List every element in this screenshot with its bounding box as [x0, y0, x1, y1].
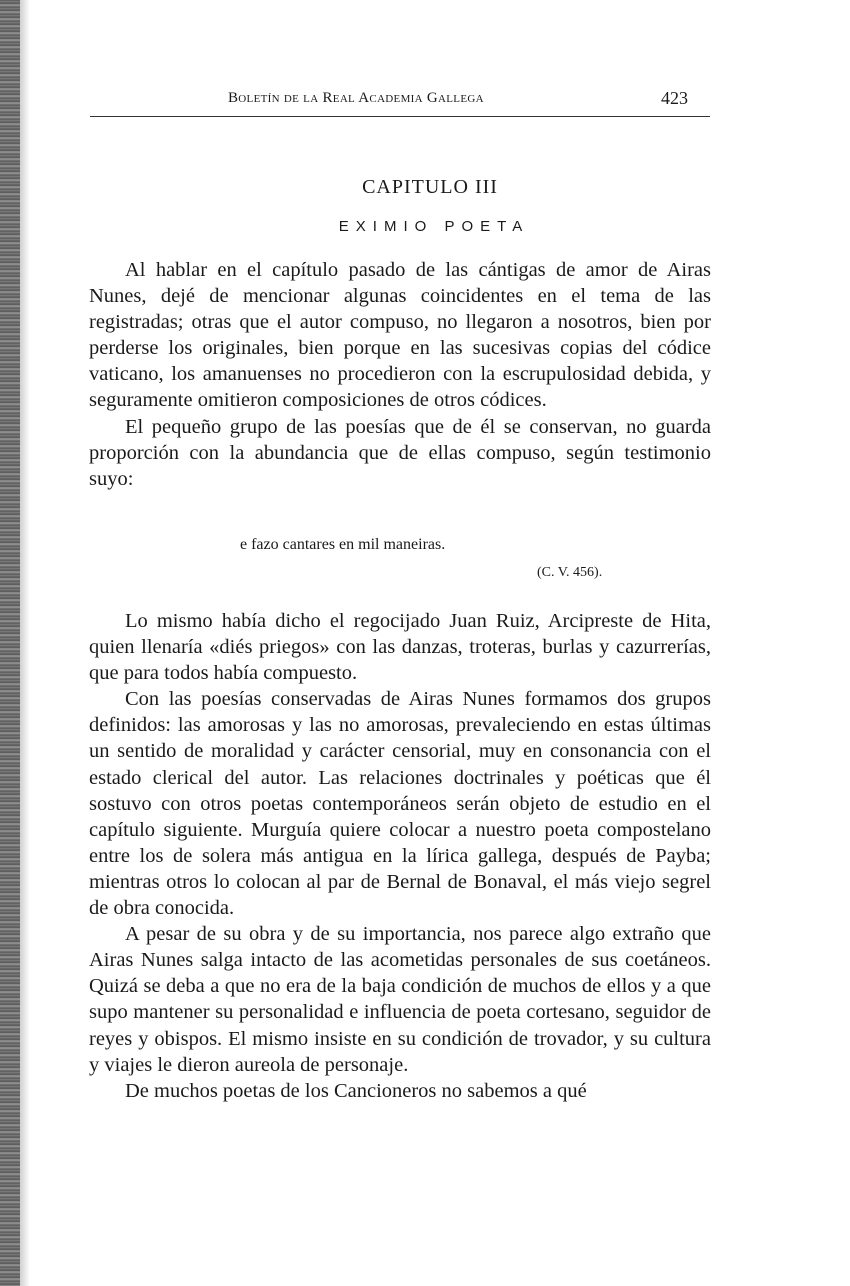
verse-quotation: e fazo cantares en mil maneiras.: [240, 536, 446, 553]
body-text-before-quote: [89, 257, 711, 492]
paragraph: El pequeño grupo de las poesías que de él se conservan, no guarda proporción con la abundancia que de ellas compuso, según testimonio suyo:: [89, 415, 711, 490]
running-header: [90, 88, 710, 117]
paragraph: Con las poesías conservadas de Airas Nunes formamos dos grupos definidos: las amorosas y las no amorosas, prevaleciendo en estas últimas un sentido de moralidad y carácter censorial, muy en consonancia con el estado clerical del autor. Las relaciones doctrinales y poéticas que él sostuvo con otros poetas contemporáneos serán objeto de estudio en el capítulo siguiente. Murguía quiere colocar a nuestro poeta compostelano entre los de solera más antigua en la lírica gallega, después de Payba; mientras otros lo colocan al par de Bernal de Bonaval, el más viejo segrel de obra conocida.: [89, 688, 711, 920]
paragraph: A pesar de su obra y de su importancia, nos parece algo extraño que Airas Nunes salga intacto de las acometidas personales de sus coetáneos. Quizá se deba a que no era de la baja condición de muchos de ellos y a que supo mantener su personalidad e influencia de poeta cortesano, seguidor de reyes y obispos. El mismo insiste en su condición de trovador, y su cultura y viajes le dieron aureola de personaje.: [89, 923, 711, 1076]
quotation-citation: (C. V. 456).: [537, 565, 603, 580]
paragraph: Al hablar en el capítulo pasado de las cántigas de amor de Airas Nunes, dejé de mencionar algunas coincidentes en el tema de las registradas; otras que el autor compuso, no llegaron a nosotros, bien por perderse los originales, bien porque en las sucesivas copias del códice vaticano, los amanuenses no procedieron con la escrupulosidad debida, y seguramente omitieron composiciones de otros códices.: [89, 259, 711, 412]
chapter-subtitle: EXIMIO POETA: [338, 218, 530, 235]
journal-title: Boletín de la Real Academia Gallega: [228, 90, 484, 106]
paragraph: De muchos poetas de los Cancioneros no sabemos a qué: [125, 1079, 587, 1102]
page-number: 423: [661, 88, 688, 108]
paragraph: Lo mismo había dicho el regocijado Juan Ruiz, Arcipreste de Hita, quien llenaría «diés priegos» con las danzas, troteras, burlas y cazurrerías, que para todos había compuesto.: [89, 610, 711, 685]
body-text-after-quote: [89, 608, 711, 1104]
chapter-title: CAPITULO III: [362, 176, 498, 198]
